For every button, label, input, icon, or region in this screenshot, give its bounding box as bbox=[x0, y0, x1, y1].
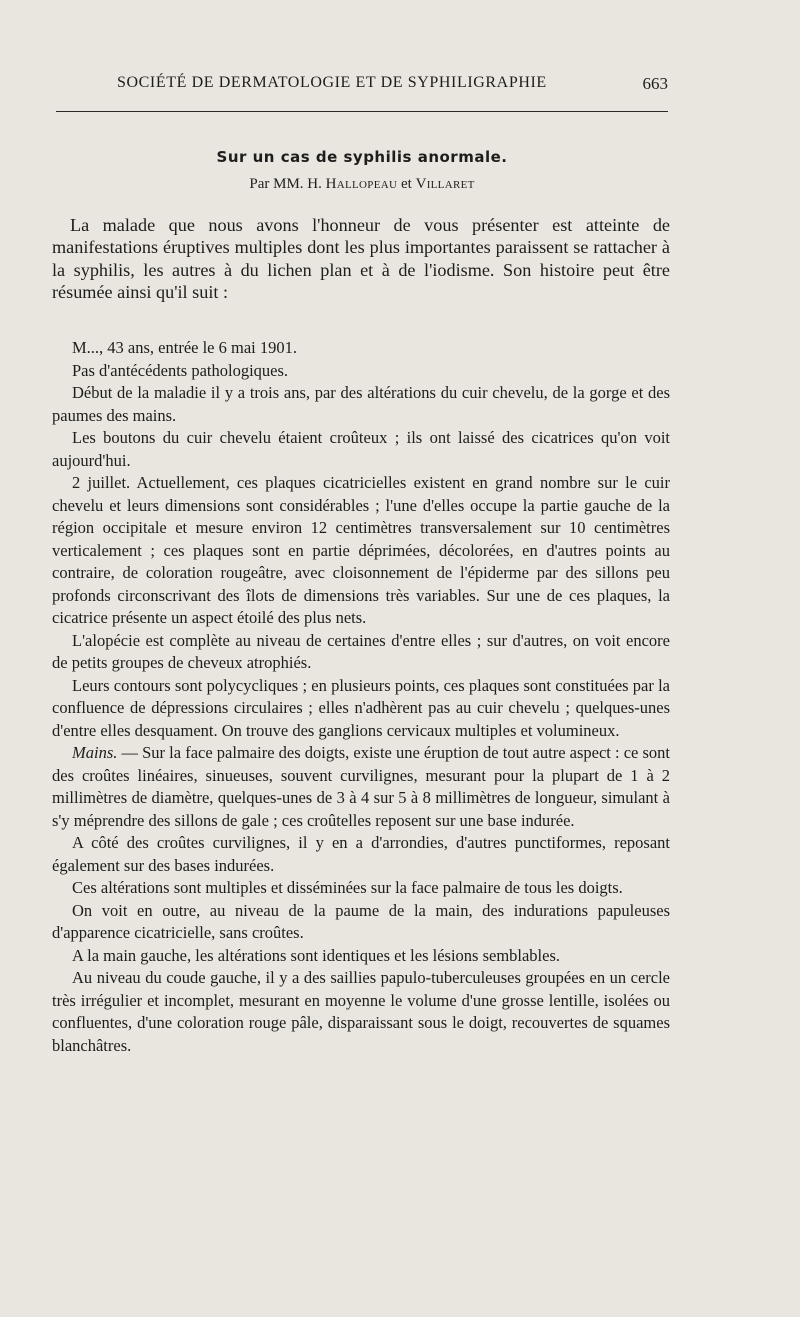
body-paragraph: 2 juillet. Actuellement, ces plaques cicatricielles existent en grand nombre sur le cuir chevelu et leurs dimensions sont considérables ; l'une d'elles occupe la partie gauche de la région occipitale et mesure environ 12 centimètres transversalement sur 10 centimètres verticalement ; ces plaques sont en partie déprimées, décolorées, en d'autres points au contraire, de coloration rougeâtre, avec cloisonnement de l'épiderme par des sillons peu profonds circonscrivant des îlots de dimensions très variables. Sur une de ces plaques, la cicatrice présente un aspect étoilé des plus nets. bbox=[52, 473, 670, 627]
body-paragraph: Ces altérations sont multiples et disséminées sur la face palmaire de tous les doigts. bbox=[72, 878, 623, 897]
body-paragraph: On voit en outre, au niveau de la paume de la main, des indurations papuleuses d'apparence cicatricielle, sans croûtes. bbox=[52, 900, 670, 942]
author-villaret: Villaret bbox=[415, 176, 475, 192]
author-hallopeau: Hallopeau bbox=[325, 176, 398, 192]
body-paragraph: Leurs contours sont polycycliques ; en plusieurs points, ces plaques sont constituées par la confluence de dépressions circulaires ; elles n'adhèrent pas au cuir chevelu ; quelques-unes d'entre elles desquament. On trouve des ganglions cervicaux multiples et volumineux. bbox=[52, 675, 670, 740]
mains-paragraph bbox=[52, 742, 670, 832]
body-paragraph: M..., 43 ans, entrée le 6 mai 1901. bbox=[72, 338, 297, 357]
body-paragraph: A côté des croûtes curvilignes, il y en a d'arrondies, d'autres punctiformes, reposant également sur des bases indurées. bbox=[52, 833, 670, 875]
article-authors bbox=[56, 176, 668, 193]
running-header bbox=[117, 74, 668, 92]
case-report-body bbox=[52, 337, 670, 1057]
body-paragraph: Au niveau du coude gauche, il y a des saillies papulo-tuberculeuses groupées en un cercle très irrégulier et incomplet, mesurant en moyenne le volume d'une grosse lentille, isolées ou confluentes, d'une coloration rouge pâle, disparaissant sous le doigt, recouvertes de squames blanchâtres. bbox=[52, 968, 670, 1055]
body-paragraph: L'alopécie est complète au niveau de certaines d'entre elles ; sur d'autres, on voit encore de petits groupes de cheveux atrophiés. bbox=[52, 630, 670, 672]
body-paragraph: A la main gauche, les altérations sont identiques et les lésions semblables. bbox=[72, 945, 561, 965]
body-paragraph: Les boutons du cuir chevelu étaient croûteux ; ils ont laissé des cicatrices qu'on voit aujourd'hui. bbox=[52, 428, 670, 470]
header-rule bbox=[56, 111, 668, 112]
running-title: SOCIÉTÉ DE DERMATOLOGIE ET DE SYPHILIGRAPHIE bbox=[117, 74, 547, 91]
intro-paragraph: La malade que nous avons l'honneur de vous présenter est atteinte de manifestations éruptives multiples dont les plus importantes paraissent se rattacher à la syphilis, les autres à du lichen plan et à de l'iodisme. Son histoire peut être résumée ainsi qu'il suit : bbox=[52, 215, 670, 302]
body-paragraph: Début de la maladie il y a trois ans, par des altérations du cuir chevelu, de la gorge et des paumes des mains. bbox=[52, 383, 670, 425]
mains-label: Mains. bbox=[72, 743, 118, 762]
article-title: Sur un cas de syphilis anormale. bbox=[216, 148, 508, 166]
body-paragraph: Pas d'antécédents pathologiques. bbox=[72, 360, 289, 380]
authors-joiner: et bbox=[400, 176, 412, 192]
mains-text: — Sur la face palmaire des doigts, existe une éruption de tout autre aspect : ce sont des croûtes linéaires, sinueuses, souvent curvilignes, mesurant pour la plupart de 1 à 2 millimètres de diamètre, quelques-unes de 3 à 4 sur 5 à 8 millimètres de longueur, simulant à s'y méprendre des sillons de gale ; ces croûtelles reposent sur une base indurée. bbox=[52, 743, 670, 830]
page-number: 663 bbox=[642, 74, 668, 93]
authors-prefix: Par MM. H. bbox=[249, 176, 322, 192]
